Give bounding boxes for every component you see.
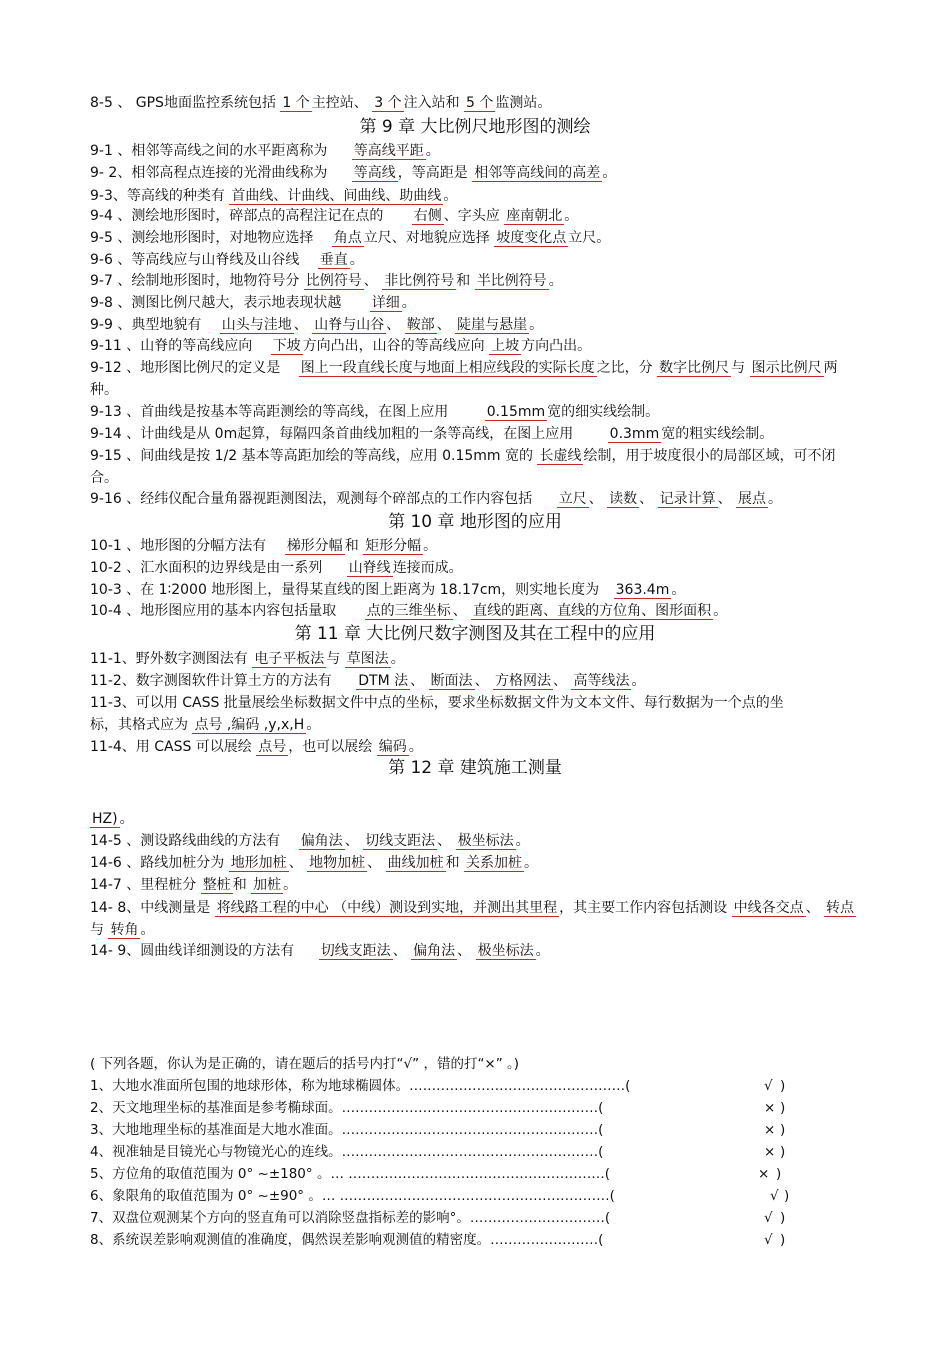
question-text: 9-14 、计曲线是从 0m起算，每隔四条首曲线加粗的一条等高线，在图上应用: [90, 426, 574, 442]
answer-blank: 方格网法: [495, 673, 552, 689]
close-paren: ): [780, 1100, 786, 1116]
question-10-1: [90, 537, 437, 555]
text-segment: 连接而成。: [392, 560, 463, 576]
text-segment: 和: [456, 273, 471, 289]
text-segment: 。: [401, 295, 416, 311]
question-8-5: [90, 94, 551, 112]
text-segment: 、: [367, 855, 382, 871]
text-segment: 立尺。: [568, 230, 611, 246]
text-segment: 、: [639, 491, 654, 507]
text-segment: 、: [410, 673, 425, 689]
text-segment: ，等高距是: [397, 165, 468, 181]
answer-mark: √: [764, 1232, 773, 1248]
answer-blank: 右侧: [413, 208, 442, 224]
answer-blank: 图上一段直线长度与地面上相应线段的实际长度: [300, 360, 595, 376]
answer-blank: 0.15mm: [486, 404, 546, 420]
judge-item-text: 3、大地地理坐标的基准面是大地水准面。…………………………………………………(: [90, 1122, 604, 1138]
text-segment: 、: [452, 603, 467, 619]
text-segment: 宽的粗实线绘制。: [661, 426, 774, 442]
answer-blank: 矩形分幅: [365, 538, 422, 554]
judge-item-text: 8、系统误差影响观测值的准确度，偶然误差影响观测值的精密度。……………………(: [90, 1232, 604, 1248]
judge-item-text: 1、大地水准面所包围的地球形体，称为地球椭圆体。…………………………………………(: [90, 1078, 631, 1094]
answer-blank: 极坐标法: [477, 943, 534, 959]
answer-mark: √: [764, 1210, 773, 1226]
text-segment: 立尺、对地貌应选择: [363, 230, 490, 246]
text-segment: 、: [717, 491, 732, 507]
answer-blank: 等高线平距: [353, 143, 424, 159]
question-11-3: [90, 692, 800, 736]
question-10-4: [90, 602, 727, 620]
close-paren: ): [784, 1188, 790, 1204]
text-segment: 监测站。: [495, 95, 552, 111]
text-segment: ，其主要工作内容包括测设: [559, 900, 728, 916]
judge-item: [90, 1121, 603, 1139]
question-text: 9-3、等高线的种类有: [90, 188, 225, 204]
text-segment: ，也可以展绘: [288, 739, 373, 755]
answer-blank: DTM 法: [358, 673, 409, 689]
close-paren: ): [780, 1210, 786, 1226]
question-text: 9-1 、相邻等高线之间的水平距离称为: [90, 143, 328, 159]
answer-blank: 立尺: [558, 491, 587, 507]
chapter-10-heading: 第 10 章 地形图的应用: [388, 512, 562, 532]
question-text: 10-3 、在 1∶2000 地形图上，量得某直线的图上距离为 18.17cm，则实地长度为: [90, 582, 600, 598]
text-segment: 。: [423, 538, 438, 554]
close-paren: ): [780, 1232, 786, 1248]
answer-blank: 地物加桩: [309, 855, 366, 871]
question-9-13: [90, 403, 659, 421]
question-11-1: [90, 650, 405, 668]
answer-blank: 鞍部: [406, 317, 435, 333]
answer-blank: 偏角法: [413, 943, 456, 959]
question-9-14: [90, 425, 773, 443]
answer-blank: 相邻等高线间的高差: [474, 165, 601, 181]
answer-blank: 点号: [258, 739, 287, 755]
answer-blank: 1 个: [282, 95, 310, 111]
question-text: 14-7 、里程桩分: [90, 877, 197, 893]
question-9-1: [90, 142, 440, 160]
answer-blank: 长虚线: [539, 448, 582, 464]
answer-blank: 363.4m: [615, 582, 670, 598]
answer-blank: 关系加桩: [466, 855, 523, 871]
question-9-2: [90, 164, 616, 182]
answer-blank: 编码: [378, 739, 407, 755]
text-segment: 、: [392, 943, 407, 959]
text-segment: 方向凸出，山谷的等高线应向: [302, 338, 485, 354]
answer-blank: 半比例符号: [476, 273, 547, 289]
answer-blank: 上坡: [491, 338, 520, 354]
answer-mark: ×: [764, 1100, 776, 1116]
text-segment: 。: [713, 603, 728, 619]
question-10-3: [90, 581, 685, 599]
answer-mark: ×: [758, 1166, 770, 1182]
judge-item: [90, 1165, 610, 1183]
answer-blank: 非比例符号: [384, 273, 455, 289]
answer-blank: 图示比例尺: [751, 360, 822, 376]
question-text: 14- 8、中线测量是: [90, 900, 211, 916]
text-segment: 。: [548, 273, 563, 289]
answer-blank: 极坐标法: [457, 833, 514, 849]
text-segment: 两种。: [90, 360, 838, 398]
question-text: 8-5 、 GPS地面监控系统包括: [90, 95, 276, 111]
answer-blank: 断面法: [430, 673, 473, 689]
text-segment: 。: [602, 165, 617, 181]
answer-blank: 转点: [826, 900, 855, 916]
text-segment: 宽的细实线绘制。: [547, 404, 660, 420]
text-segment: 、: [457, 943, 472, 959]
answer-blank: 坡度变化点: [496, 230, 567, 246]
question-14-7: [90, 876, 297, 894]
judge-item: [90, 1187, 615, 1205]
answer-blank: 下坡: [272, 338, 301, 354]
judge-item-text: 4、视准轴是目镜光心与物镜光心的连线。…………………………………………………(: [90, 1144, 604, 1160]
text-segment: 。: [671, 582, 686, 598]
answer-blank: 读数: [609, 491, 638, 507]
text-segment: 、: [553, 673, 568, 689]
text-segment: 。: [515, 833, 530, 849]
question-text: 9-16 、经纬仪配合量角器视距测图法，观测每个碎部点的工作内容包括: [90, 491, 533, 507]
text-segment: 和: [445, 855, 460, 871]
answer-blank: 直线的距离、直线的方位角、图形面积: [473, 603, 712, 619]
text-segment: 与: [90, 922, 104, 938]
answer-blank: 首曲线、计曲线、间曲线、助曲线: [231, 188, 442, 204]
question-9-9: [90, 316, 543, 334]
answer-blank: 座南朝北: [506, 208, 563, 224]
question-text: 9-11 、山脊的等高线应向: [90, 338, 253, 354]
chapter-9-heading: 第 9 章 大比例尺地形图的测绘: [359, 117, 591, 137]
question-10-2: [90, 559, 463, 577]
question-text: 9-9 、典型地貌有: [90, 317, 202, 333]
question-text: 9-4 、测绘地形图时，碎部点的高程注记在点的: [90, 208, 384, 224]
question-text: 10-2 、汇水面积的边界线是由一系列: [90, 560, 323, 576]
question-9-12: [90, 357, 860, 401]
text-segment: 。: [119, 811, 134, 827]
answer-blank: 加桩: [253, 877, 282, 893]
answer-blank: 角点: [333, 230, 362, 246]
answer-blank: 梯形分幅: [286, 538, 343, 554]
judge-item-text: 2、天文地理坐标的基准面是参考椭球面。…………………………………………………(: [90, 1100, 604, 1116]
answer-blank: 整桩: [202, 877, 231, 893]
question-text: 9- 2、相邻高程点连接的光滑曲线称为: [90, 165, 328, 181]
answer-blank: 中线各交点: [733, 900, 804, 916]
text-segment: 、: [344, 833, 359, 849]
answer-mark: ×: [764, 1122, 776, 1138]
answer-blank: 点号 ,编码 ,y,x,H: [194, 717, 305, 733]
answer-blank: 山脊线: [348, 560, 391, 576]
text-segment: 。: [390, 651, 405, 667]
question-9-7: [90, 272, 563, 290]
answer-blank: 详细: [371, 295, 400, 311]
judge-item: [90, 1077, 630, 1095]
chapter-11-heading: 第 11 章 大比例尺数字测图及其在工程中的应用: [294, 624, 656, 644]
text-segment: 注入站和: [403, 95, 460, 111]
judge-item: [90, 1209, 610, 1227]
answer-blank: 曲线加桩: [387, 855, 444, 871]
text-segment: 。: [349, 252, 364, 268]
text-segment: 主控站、: [311, 95, 368, 111]
question-text: 14-6 、路线加桩分为: [90, 855, 225, 871]
question-text: 9-15 、间曲线是按 1/2 基本等高距加绘的等高线，应用 0.15mm 宽的: [90, 448, 534, 464]
answer-blank: 偏角法: [300, 833, 343, 849]
answer-blank: 山头与洼地: [221, 317, 292, 333]
answer-blank: 5 个: [466, 95, 494, 111]
chapter-12-heading: 第 12 章 建筑施工测量: [388, 758, 562, 778]
answer-blank: 切线支距法: [365, 833, 436, 849]
answer-mark: ×: [764, 1144, 776, 1160]
close-paren: ): [776, 1166, 782, 1182]
answer-blank: 切线支距法: [320, 943, 391, 959]
question-14-5: [90, 832, 530, 850]
question-11-2: [90, 672, 645, 690]
answer-blank: 陡崖与悬崖: [457, 317, 528, 333]
answer-blank: 草图法: [346, 651, 389, 667]
text-segment: 。: [306, 717, 321, 733]
answer-blank: 垂直: [319, 252, 348, 268]
text-segment: 、: [436, 317, 451, 333]
close-paren: ): [780, 1122, 786, 1138]
text-segment: 与: [731, 360, 746, 376]
question-9-8: [90, 294, 416, 312]
text-segment: 。: [529, 317, 544, 333]
judge-item: [90, 1099, 603, 1117]
question-14-9: [90, 942, 550, 960]
text-segment: 绘制，用于坡度很小的局部区域，可不闭合。: [90, 448, 836, 486]
answer-blank: 展点: [738, 491, 767, 507]
answer-blank: 地形加桩: [230, 855, 287, 871]
text-segment: 。: [535, 943, 550, 959]
question-14-6: [90, 854, 538, 872]
text-segment: 、: [588, 491, 603, 507]
text-segment: 。: [443, 188, 458, 204]
judge-item: [90, 1231, 603, 1249]
question-text: 9-7 、绘制地形图时，地物符号分: [90, 273, 300, 289]
text-segment: 。: [631, 673, 646, 689]
question-11-4: [90, 738, 423, 756]
judge-item-text: 7、双盘位观测某个方向的竖直角可以消除竖盘指标差的影响°。…………………………(: [90, 1210, 611, 1226]
text-segment: 。: [524, 855, 539, 871]
question-9-6: [90, 251, 364, 269]
text-segment: 、: [386, 317, 401, 333]
text-segment: 、字头应: [443, 208, 500, 224]
answer-blank: 数字比例尺: [659, 360, 730, 376]
judge-item: [90, 1143, 603, 1161]
answer-blank: 山脊与山谷: [314, 317, 385, 333]
text-segment: 和: [232, 877, 247, 893]
answer-blank: 记录计算: [659, 491, 716, 507]
question-text: 11-2、数字测图软件计算土方的方法有: [90, 673, 332, 689]
text-segment: 。: [425, 143, 440, 159]
question-text: 9-6 、等高线应与山脊线及山谷线: [90, 252, 300, 268]
text-segment: 。: [408, 739, 423, 755]
question-9-4: [90, 207, 578, 225]
answer-blank: 0.3mm: [609, 426, 660, 442]
text-segment: 、: [474, 673, 489, 689]
text-segment: 和: [344, 538, 359, 554]
question-9-15: [90, 445, 860, 489]
answer-blank: 3 个: [374, 95, 402, 111]
text-segment: 、: [293, 317, 308, 333]
text-segment: 、: [288, 855, 303, 871]
answer-blank: 等高线: [353, 165, 396, 181]
text-segment: 与: [326, 651, 341, 667]
text-segment: 。: [140, 922, 155, 938]
close-paren: ): [780, 1144, 786, 1160]
question-text: 10-4 、地形图应用的基本内容包括量取: [90, 603, 337, 619]
question-text: 14- 9、圆曲线详细测设的方法有: [90, 943, 295, 959]
question-text: 10-1 、地形图的分幅方法有: [90, 538, 267, 554]
judge-item-text: 5、方位角的取值范围为 0° ~±180° 。… …………………………………………………(: [90, 1166, 611, 1182]
answer-mark: √: [764, 1078, 773, 1094]
text-segment: 、: [363, 273, 378, 289]
fragment-line: [90, 810, 134, 828]
text-segment: 。: [564, 208, 579, 224]
text-segment: 。: [283, 877, 298, 893]
answer-blank: 高等线法: [573, 673, 630, 689]
text-segment: 方向凸出。: [521, 338, 592, 354]
question-text: 9-5 、测绘地形图时，对地物应选择: [90, 230, 314, 246]
question-text: 14-5 、测设路线曲线的方法有: [90, 833, 281, 849]
text-segment: 、: [437, 833, 452, 849]
question-9-16: [90, 490, 782, 508]
question-9-11: [90, 337, 591, 355]
question-text: 9-12 、地形图比例尺的定义是: [90, 360, 281, 376]
judge-instructions: ( 下列各题，你认为是正确的，请在题后的括号内打“√” ，错的打“×” 。): [90, 1056, 520, 1072]
question-9-3: [90, 187, 457, 205]
text-segment: 之比，分: [596, 360, 653, 376]
answer-blank: 点的三维坐标: [366, 603, 451, 619]
question-text: 11-1、野外数字测图法有: [90, 651, 248, 667]
question-9-5: [90, 229, 610, 247]
answer-blank: 将线路工程的中心 （中线）测设到实地，并测出其里程: [216, 900, 558, 916]
judge-item-text: 6、象限角的取值范围为 0° ~±90° 。… ……………………………………………………(: [90, 1188, 615, 1204]
answer-blank: 比例符号: [305, 273, 362, 289]
question-text: 11-4、用 CASS 可以展绘: [90, 739, 252, 755]
question-text: 11-3、可以用 CASS 批量展绘坐标数据文件中点的坐标，要求坐标数据文件为文本文件、每行数据为一个点的坐标，其格式应为: [90, 695, 784, 733]
question-14-8: [90, 897, 860, 941]
question-text: 9-13 、首曲线是按基本等高距测绘的等高线，在图上应用: [90, 404, 449, 420]
answer-blank: HZ): [92, 811, 118, 827]
answer-blank: 电子平板法: [254, 651, 325, 667]
answer-mark: √: [770, 1188, 779, 1204]
answer-blank: 转角: [110, 922, 139, 938]
close-paren: ): [780, 1078, 786, 1094]
text-segment: 、: [805, 900, 820, 916]
question-text: 9-8 、测图比例尺越大，表示地表现状越: [90, 295, 342, 311]
text-segment: 。: [768, 491, 783, 507]
